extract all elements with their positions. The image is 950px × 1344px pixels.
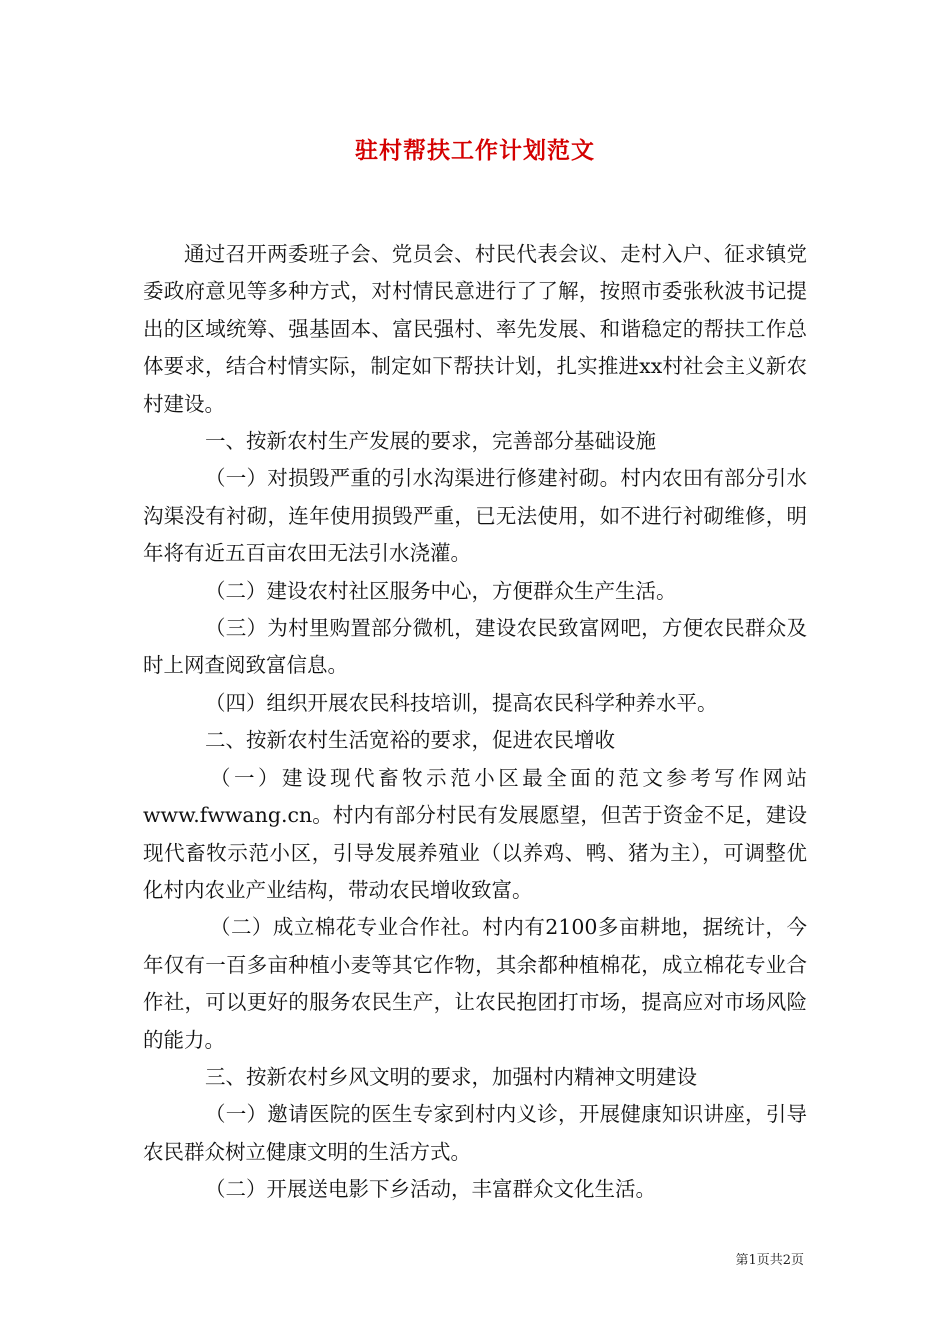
paragraph-3-2: （二）开展送电影下乡活动，丰富群众文化生活。 bbox=[205, 1177, 656, 1202]
paragraph-1-3: （三）为村里购置部分微机，建设农民致富网吧，方便农民群众及时上网查阅致富信息。 bbox=[143, 616, 807, 678]
section-heading-1: 一、按新农村生产发展的要求，完善部分基础设施 bbox=[205, 429, 656, 454]
paragraph-2-2: （二）成立棉花专业合作社。村内有2100多亩耕地，据统计，今年仅有一百多亩种植小麦等其它作物，其余都种植棉花，成立棉花专业合作社，可以更好的服务农民生产，让农民抱团打市场，提高应对市场风险的能力。 bbox=[143, 915, 807, 1052]
document-title: 驻村帮扶工作计划范文 bbox=[355, 137, 595, 164]
section-heading-3: 三、按新农村乡风文明的要求，加强村内精神文明建设 bbox=[205, 1064, 697, 1089]
section-heading-2: 二、按新农村生活宽裕的要求，促进农民增收 bbox=[205, 728, 615, 753]
paragraph-3-1: （一）邀请医院的医生专家到村内义诊，开展健康知识讲座，引导农民群众树立健康文明的生活方式。 bbox=[143, 1102, 807, 1164]
paragraph-1-1: （一）对损毁严重的引水沟渠进行修建衬砌。村内农田有部分引水沟渠没有衬砌，连年使用损毁严重，已无法使用，如不进行衬砌维修，明年将有近五百亩农田无法引水浇灌。 bbox=[143, 466, 807, 566]
paragraph-1-4: （四）组织开展农民科技培训，提高农民科学种养水平。 bbox=[205, 690, 718, 715]
paragraph-intro: 通过召开两委班子会、党员会、村民代表会议、走村入户、征求镇党委政府意见等多种方式，对村情民意进行了了解，按照市委张秋波书记提出的区域统筹、强基固本、富民强村、率先发展、和谐稳定的帮扶工作总体要求，结合村情实际，制定如下帮扶计划，扎实推进xx村社会主义新农村建设。 bbox=[143, 242, 807, 416]
paragraph-2-1: （一）建设现代畜牧示范小区最全面的范文参考写作网站www.fwwang.cn。村内有部分村民有发展愿望，但苦于资金不足，建设现代畜牧示范小区，引导发展养殖业（以养鸡、鸭、猪为主），可调整优化村内农业产业结构，带动农民增收致富。 bbox=[143, 765, 807, 902]
page-number: 第1页共2页 bbox=[735, 1253, 804, 1268]
document-body bbox=[143, 236, 807, 1209]
paragraph-1-2: （二）建设农村社区服务中心，方便群众生产生活。 bbox=[205, 578, 677, 603]
